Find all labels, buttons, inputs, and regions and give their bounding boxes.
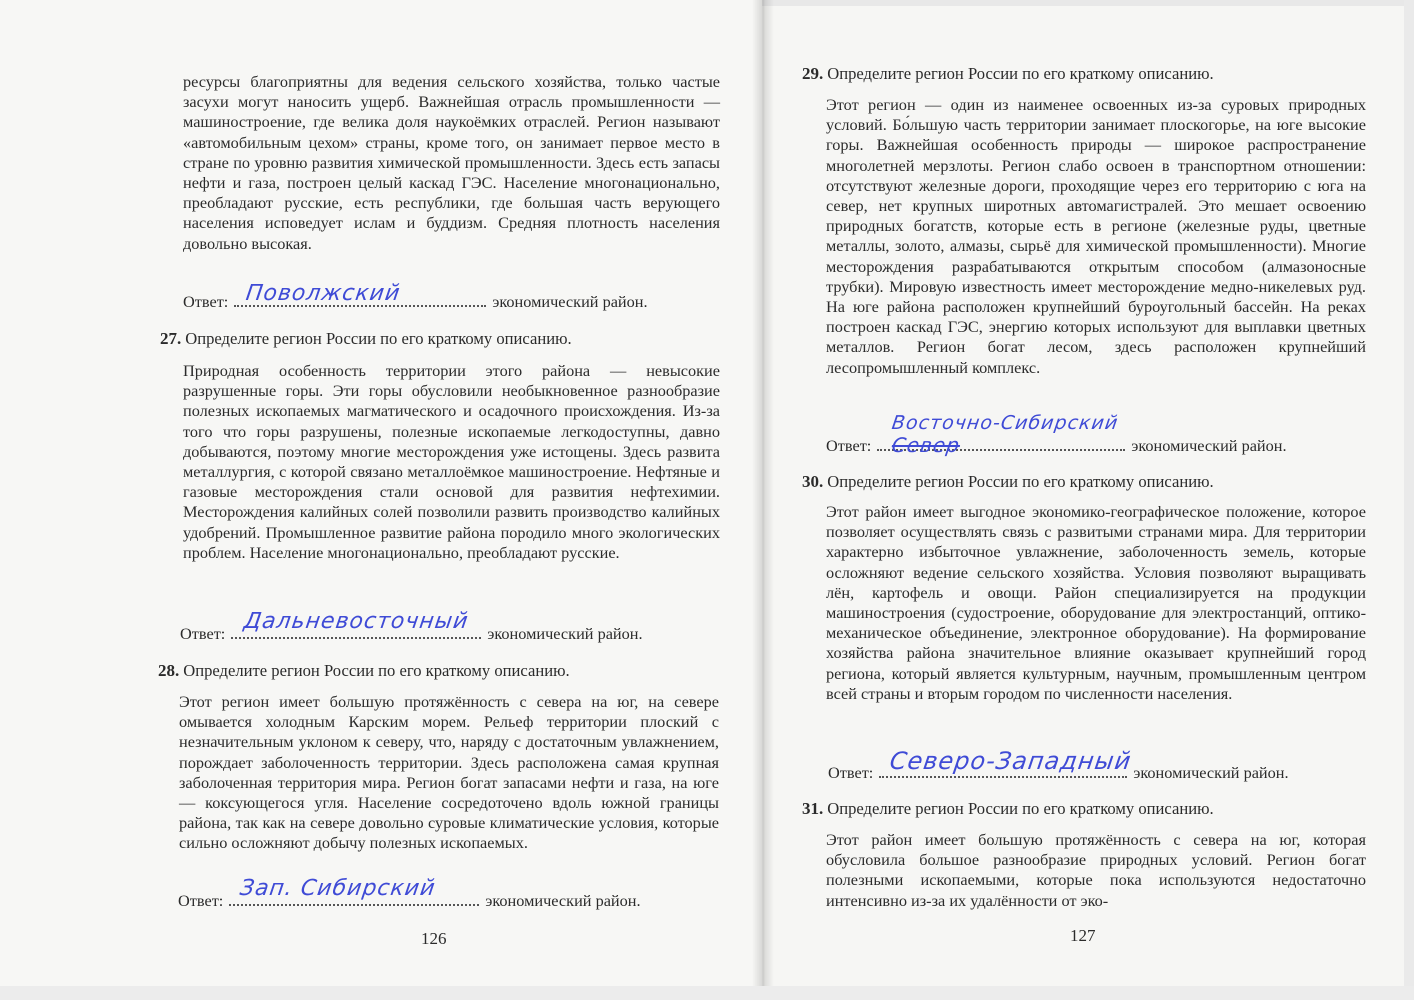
answer-label: Ответ: [180, 624, 226, 643]
answer-label: Ответ: [826, 436, 872, 455]
answer-suffix: экономический район. [485, 891, 641, 910]
answer-suffix: экономический район. [1131, 436, 1287, 455]
question-number: 30. [802, 472, 824, 491]
handwritten-crossed-answer-q29: Север [890, 433, 962, 457]
question-29-heading [802, 64, 1214, 84]
paper-edge-bottom [0, 986, 1414, 1000]
q30-paragraph: Этот район имеет выгодное экономико-географическое положение, которое позволяет осуществлять связь с развитыми странами мира. Для территории характерно избыточное увлажнение, заболоченность земель, которые осложняют ведение сельского хозяйства. Условия позволяют выращивать лён, картофель и овощи. Район специализируется на продукции машиностроения (судостроение, оборудование для электростанций, оптико-механическое объединение, электронное оборудование). На формирование хозяйства района значительное влияние оказывает крупнейший город региона, который является культурным, научным, промышленным центром всей страны и вторым городом по численности населения. [826, 502, 1366, 703]
question-prompt: Определите регион России по его краткому описанию. [827, 472, 1214, 491]
question-number: 29. [802, 64, 824, 83]
answer-label: Ответ: [183, 292, 229, 311]
handwritten-answer-q30: Северо-Западный [888, 747, 1134, 775]
question-prompt: Определите регион России по его краткому описанию. [185, 329, 572, 348]
page-number-left: 126 [421, 929, 447, 948]
question-number: 31. [802, 799, 824, 818]
question-prompt: Определите регион России по его краткому описанию. [827, 799, 1214, 818]
question-number: 28. [158, 661, 180, 680]
question-number: 27. [160, 329, 182, 348]
answer-label: Ответ: [178, 891, 224, 910]
answer-suffix: экономический район. [492, 292, 648, 311]
q26-paragraph: ресурсы благоприятны для ведения сельского хозяйства, только частые засухи могут наносить ущерб. Важнейшая отрасль промышленности — машиностроение, где велика доля наукоёмких отраслей. Регион называют «автомобильным цехом» страны, кроме того, он занимает первое место в стране по уровню развития химической промышленности. Здесь есть запасы нефти и газа, построен целый каскад ГЭС. Население многонационально, преобладают русские, есть республики, где большая часть верующего населения исповедует ислам и буддизм. Средняя плотность населения довольно высокая. [183, 72, 720, 253]
question-prompt: Определите регион России по его краткому описанию. [827, 64, 1214, 83]
handwritten-answer-q27: Дальневосточный [242, 609, 471, 634]
answer-label: Ответ: [828, 763, 874, 782]
q31-text [826, 830, 1366, 911]
q30-text [826, 502, 1366, 704]
page-number-right: 127 [1070, 926, 1096, 945]
question-prompt: Определите регион России по его краткому описанию. [183, 661, 570, 680]
q29-text [826, 95, 1366, 378]
handwritten-answer-q26: Поволжский [244, 281, 403, 306]
q27-paragraph: Природная особенность территории этого района — невысокие разрушенные горы. Эти горы обусловили необыкновенное разнообразие полезных ископаемых магматического и осадочного происхождения. Из-за того что горы разрушены, полезные ископаемые легкодоступны, давно добываются, поэтому многие месторождения уже истощены. Здесь развита металлургия, с которой связано металлоёмкое машиностроение. Нефтяные и газовые месторождения стали основой для развития нефтехимии. Месторождения калийных солей позволили развить производство калийных удобрений. Промышленное развитие района породило много экологических проблем. Население многонационально, преобладают русские. [183, 361, 720, 562]
handwritten-answer-q29: Восточно-Сибирский [890, 412, 1120, 434]
question-31-heading [802, 799, 1214, 819]
paper-edge-right [1404, 0, 1414, 1000]
answer-suffix: экономический район. [487, 624, 643, 643]
answer-suffix: экономический район. [1133, 763, 1289, 782]
q29-paragraph: Этот регион — один из наименее освоенных из-за суровых природных условий. Бо́льшую часть территории занимает плоскогорье, на юге высокие горы. Важнейшая особенность природы — широкое распространение многолетней мерзлоты. Регион слабо освоен в транспортном отношении: отсутствуют железные дороги, проходящие через его территорию с юга на север, нет крупных широтных автомагистралей. Это мешает освоению природных богатств, которые есть в регионе (железные руды, цветные металлы, золото, алмазы, сырьё для химической промышленности). Многие месторождения разрабатываются открытым способом (алмазоносные трубки). Мировую известность имеет месторождение медно-никелевых руд. На юге района расположен крупнейший буроугольный бассейн. На реках построен каскад ГЭС, энергию которых используют для выплавки цветных металлов. Регион богат лесом, здесь расположен крупнейший лесопромышленный комплекс. [826, 95, 1366, 377]
q28-paragraph: Этот регион имеет большую протяжённость с севера на юг, на севере омывается холодным Карским морем. Рельеф территории плоский с незначительным уклоном к северу, что, наряду с достаточным увлажнением, порождает заболоченность территории. Здесь расположена самая крупная заболоченная территория мира. Регион богат запасами нефти и газа, на юге — коксующегося угля. Население сосредоточено вдоль южной границы района, так как на севере довольно суровые климатические условия, которые сильно осложняют добычу полезных ископаемых. [179, 692, 719, 853]
handwritten-answer-q28: Зап. Сибирский [238, 876, 438, 901]
q31-paragraph: Этот район имеет большую протяжённость с севера на юг, которая обусловила большое разнообразие природных условий. Регион богат полезными ископаемыми, которые пока используются недостаточно интенсивно из-за их удалённости от эко- [826, 830, 1366, 910]
question-30-heading [802, 472, 1214, 492]
